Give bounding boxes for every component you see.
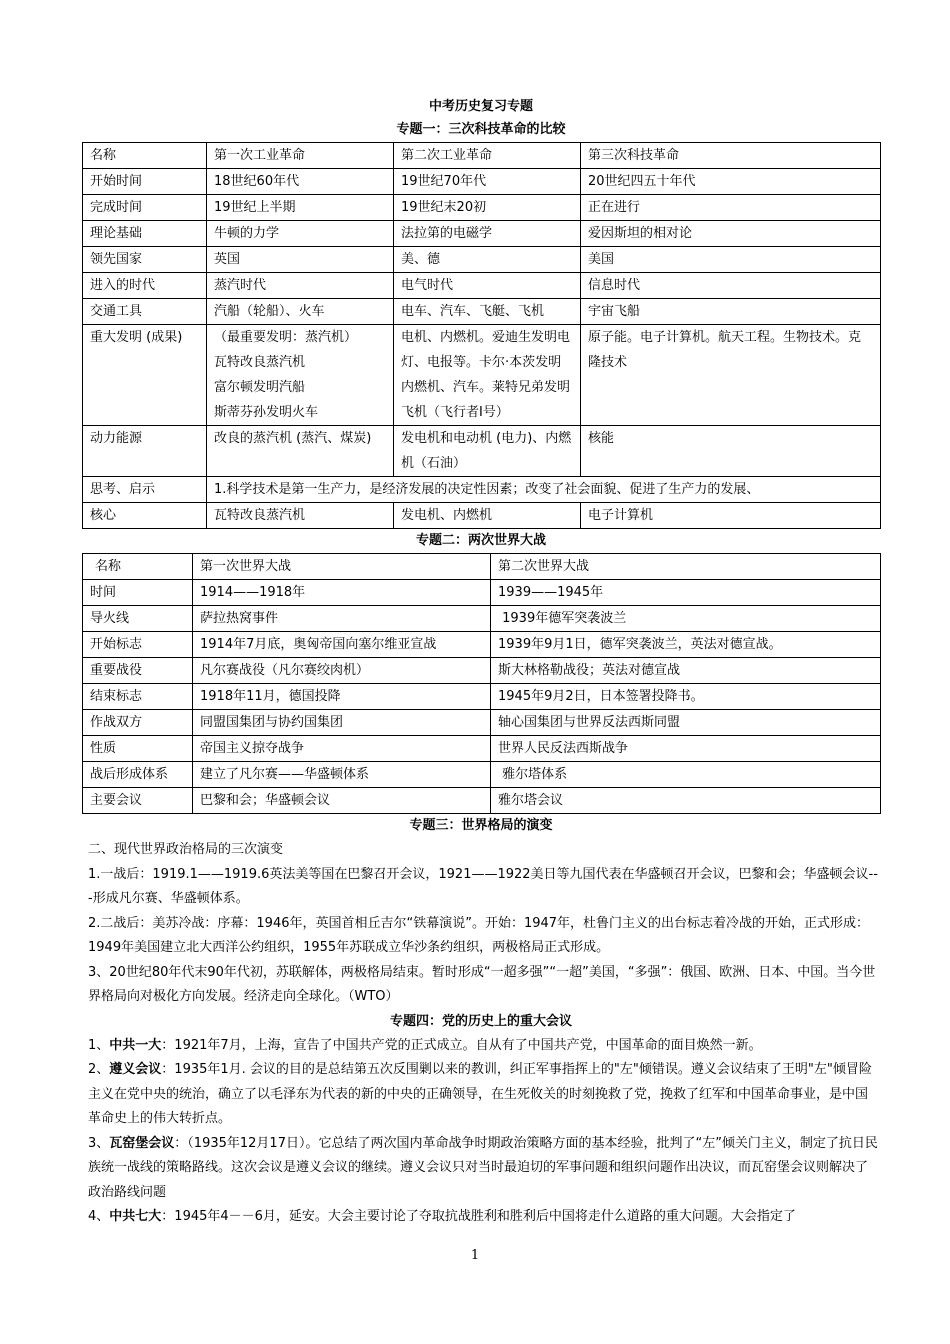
table-cell: 18世纪60年代 — [207, 169, 394, 195]
table-cell: 牛顿的力学 — [207, 221, 394, 247]
table-cell: 结束标志 — [83, 684, 193, 710]
table-cell: 美国 — [581, 247, 881, 273]
table-cell: 作战双方 — [83, 710, 193, 736]
section3-paragraph-1: 1.一战后：1919.1——1919.6英法美等国在巴黎召开会议，1921——1922美日等九国代表在华盛顿召开会议，巴黎和会；华盛顿会议---形成凡尔赛、华盛顿体系。 — [88, 866, 878, 906]
meeting-item — [82, 1058, 880, 1132]
meeting-text: ：1945年4－－6月，延安。大会主要讨论了夺取抗战胜利和胜利后中国将走什么道路的重大问题。大会指定了 — [161, 1209, 796, 1224]
invention-line: 瓦特改良蒸汽机 — [214, 355, 306, 370]
tech-revolution-table — [82, 142, 881, 529]
table-row — [83, 580, 881, 606]
meeting-number: 3、 — [88, 1135, 110, 1151]
table-cell: 第二次世界大战 — [491, 554, 881, 580]
meeting-number: 2、 — [88, 1062, 110, 1077]
document-title: 中考历史复习专题 — [428, 99, 533, 114]
section4-title: 专题四：党的历史上的重大会议 — [389, 1013, 572, 1029]
table-cell: 导火线 — [83, 606, 193, 632]
table-cell: 1939年9月1日，德军突袭波兰，英法对德宣战。 — [491, 632, 881, 658]
table-cell: 信息时代 — [581, 273, 881, 299]
meeting-number: 4、 — [88, 1209, 110, 1224]
meeting-number: 1、 — [88, 1037, 110, 1053]
meeting-item — [82, 1034, 880, 1059]
section3-title: 专题三：世界格局的演变 — [409, 818, 553, 833]
table-cell: 电气时代 — [394, 273, 581, 299]
table-row — [83, 169, 881, 195]
table-row — [83, 325, 881, 426]
table-row — [83, 554, 881, 580]
table-cell: 1.科学技术是第一生产力，是经济发展的决定性因素；改变了社会面貌、促进了生产力的发展、 — [207, 477, 881, 503]
meeting-text: ：（1935年12月17日）。它总结了两次国内革命战争时期政治策略方面的基本经验，批判了“左”倾关门主义，制定了抗日民族统一战线的策略路线。这次会议是遵义会议的继续。遵义会议只对当时最迫切的军事问题和组织问题作出决议，而瓦窑堡会议则解决了政治路线问题 — [88, 1135, 878, 1200]
table-cell: 雅尔塔会议 — [491, 788, 881, 814]
table-cell: 同盟国集团与协约国集团 — [193, 710, 491, 736]
section2-title: 专题二：两次世界大战 — [415, 533, 546, 548]
table-cell: 电机、内燃机。爱迪生发明电灯、电报等。卡尔·本茨发明内燃机、汽车。莱特兄弟发明飞机（飞行者Ⅰ号） — [394, 325, 581, 426]
page-number: 1 — [470, 1248, 480, 1263]
table-cell: 名称 — [83, 143, 207, 169]
table-cell: 1939年德军突袭波兰 — [491, 606, 881, 632]
table-cell: 第三次科技革命 — [581, 143, 881, 169]
world-wars-table-body — [83, 554, 881, 814]
table-cell: 萨拉热窝事件 — [193, 606, 491, 632]
invention-line: 斯蒂芬孙发明火车 — [214, 405, 319, 420]
table-cell: 英国 — [207, 247, 394, 273]
table-cell: 进入的时代 — [83, 273, 207, 299]
table-row — [83, 684, 881, 710]
section3-paragraph-3: 3、20世纪80年代末90年代初，苏联解体，两极格局结束。暂时形成“一超多强”“一超”美国，“多强”：俄国、欧洲、日本、中国。当今世界格局向对极化方向发展。经济走向全球化。（WTO） — [88, 964, 876, 1004]
section3-heading: 二、现代世界政治格局的三次演变 — [88, 842, 284, 857]
meeting-text: ：1921年7月，上海，宣告了中国共产党的正式成立。自从有了中国共产党，中国革命的面目焕然一新。 — [161, 1037, 762, 1053]
table-cell: 第一次工业革命 — [207, 143, 394, 169]
table-cell: 第一次世界大战 — [193, 554, 491, 580]
table-cell: 瓦特改良蒸汽机 — [207, 503, 394, 529]
table-cell: 开始标志 — [83, 632, 193, 658]
table-cell: 1918年11月，德国投降 — [193, 684, 491, 710]
table-cell — [207, 325, 394, 426]
table-row — [83, 247, 881, 273]
table-row — [83, 762, 881, 788]
meeting-name: 瓦窑堡会议 — [109, 1135, 175, 1151]
table-row — [83, 273, 881, 299]
table-cell: 1914——1918年 — [193, 580, 491, 606]
table-cell: 第二次工业革命 — [394, 143, 581, 169]
table-cell: 动力能源 — [83, 426, 207, 477]
table-row — [83, 710, 881, 736]
table-row — [83, 299, 881, 325]
tech-revolution-table-body — [83, 143, 881, 529]
table-cell: 重大发明 (成果) — [83, 325, 207, 426]
table-cell: 性质 — [83, 736, 193, 762]
table-cell: 思考、启示 — [83, 477, 207, 503]
table-cell: 发电机、内燃机 — [394, 503, 581, 529]
table-cell: 美、德 — [394, 247, 581, 273]
table-cell: 名称 — [83, 554, 193, 580]
table-cell: 19世纪上半期 — [207, 195, 394, 221]
section3-paragraph-2: 2.二战后：美苏冷战：序幕：1946年，英国首相丘吉尔“铁幕演说”。开始：1947年，杜鲁门主义的出台标志着冷战的开始，正式形成：1949年美国建立北大西洋公约组织，1955年苏联成立华沙条约组织，两极格局正式形成。 — [88, 915, 870, 955]
invention-line: （最重要发明：蒸汽机） — [214, 330, 358, 345]
table-cell: 时间 — [83, 580, 193, 606]
table-cell: 正在进行 — [581, 195, 881, 221]
table-cell: 战后形成体系 — [83, 762, 193, 788]
meeting-name: 遵义会议 — [109, 1062, 162, 1077]
table-cell: 巴黎和会；华盛顿会议 — [193, 788, 491, 814]
table-cell: 电子计算机 — [581, 503, 881, 529]
table-cell: 建立了凡尔赛——华盛顿体系 — [193, 762, 491, 788]
table-cell: 20世纪四五十年代 — [581, 169, 881, 195]
table-row — [83, 632, 881, 658]
table-cell: 19世纪末20初 — [394, 195, 581, 221]
table-cell: 19世纪70年代 — [394, 169, 581, 195]
table-row — [83, 477, 881, 503]
table-cell: 交通工具 — [83, 299, 207, 325]
table-row — [83, 606, 881, 632]
table-cell: 蒸汽时代 — [207, 273, 394, 299]
table-row — [83, 503, 881, 529]
table-cell: 领先国家 — [83, 247, 207, 273]
table-cell: 法拉第的电磁学 — [394, 221, 581, 247]
table-row — [83, 788, 881, 814]
table-cell: 理论基础 — [83, 221, 207, 247]
meeting-item — [82, 1132, 880, 1206]
table-cell: 1914年7月底，奥匈帝国向塞尔维亚宣战 — [193, 632, 491, 658]
table-cell: 世界人民反法西斯战争 — [491, 736, 881, 762]
meeting-item — [82, 1205, 880, 1230]
table-cell: 电车、汽车、飞艇、飞机 — [394, 299, 581, 325]
table-cell: 雅尔塔体系 — [491, 762, 881, 788]
table-cell: 1945年9月2日，日本签署投降书。 — [491, 684, 881, 710]
table-cell: 爱因斯坦的相对论 — [581, 221, 881, 247]
table-cell: 主要会议 — [83, 788, 193, 814]
table-cell: 帝国主义掠夺战争 — [193, 736, 491, 762]
document-page — [82, 96, 880, 1230]
table-cell: 轴心国集团与世界反法西斯同盟 — [491, 710, 881, 736]
table-row — [83, 736, 881, 762]
table-row — [83, 143, 881, 169]
table-cell: 宇宙飞船 — [581, 299, 881, 325]
meeting-text: ：1935年1月. 会议的目的是总结第五次反围剿以来的教训，纠正军事指挥上的"左"倾错误。遵义会议结束了王明"左"倾冒险主义在党中央的统治，确立了以毛泽东为代表的新的中央的正确领导，在生死攸关的时刻挽救了党，挽救了红军和中国革命事业，是中国革命史上的伟大转折点。 — [88, 1062, 872, 1126]
table-cell: 完成时间 — [83, 195, 207, 221]
table-row — [83, 195, 881, 221]
world-wars-table — [82, 553, 881, 814]
table-cell: 汽船（轮船）、火车 — [207, 299, 394, 325]
table-cell: 斯大林格勒战役；英法对德宣战 — [491, 658, 881, 684]
section1-title: 专题一：三次科技革命的比较 — [396, 122, 566, 137]
table-cell: 凡尔赛战役（凡尔赛绞肉机） — [193, 658, 491, 684]
meeting-name: 中共七大 — [109, 1209, 162, 1224]
table-cell: 开始时间 — [83, 169, 207, 195]
table-cell: 改良的蒸汽机 (蒸汽、煤炭) — [207, 426, 394, 477]
table-cell: 核心 — [83, 503, 207, 529]
table-row — [83, 426, 881, 477]
table-cell: 发电机和电动机 (电力)、内燃机（石油） — [394, 426, 581, 477]
table-row — [83, 221, 881, 247]
table-cell: 核能 — [581, 426, 881, 477]
invention-line: 富尔顿发明汽船 — [214, 380, 306, 395]
table-cell: 1939——1945年 — [491, 580, 881, 606]
table-row — [83, 658, 881, 684]
meeting-name: 中共一大 — [109, 1037, 162, 1053]
table-cell: 原子能。电子计算机。航天工程。生物技术。克隆技术 — [581, 325, 881, 426]
table-cell: 重要战役 — [83, 658, 193, 684]
